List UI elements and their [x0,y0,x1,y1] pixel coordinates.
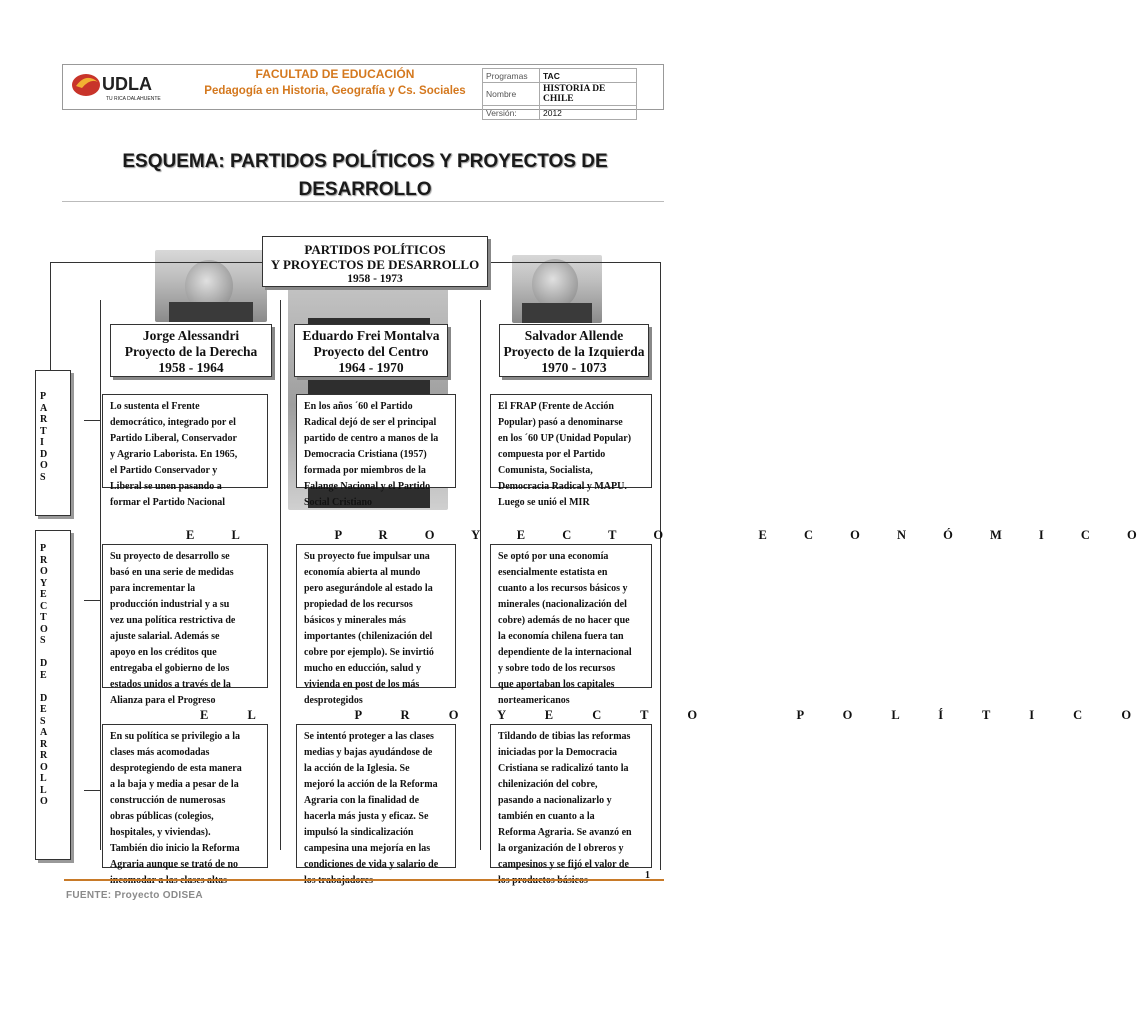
connector [280,300,281,850]
page-title: ESQUEMA: PARTIDOS POLÍTICOS Y PROYECTOS DE DESARROLLO [122,151,608,200]
column-header-alessandri: Jorge Alessandri Proyecto de la Derecha 1958 - 1964 [110,324,272,377]
svg-text:TU RICA DALAHUENTE: TU RICA DALAHUENTE [106,96,161,102]
header-meta-table: Programas TAC Nombre HISTORIA DE CHILE Versión: 2012 [482,68,637,120]
svg-text:UDLA: UDLA [102,74,152,94]
parties-text-allende: El FRAP (Frente de Acción Popular) pasó a denominarse en los ´60 UP (Unidad Popular) compuesta por el Partido Comunista, Socialista, Democracia Radical y MAPU. Luego se unió el MIR [490,394,652,488]
meta-programas: TAC [540,69,637,83]
connector [100,300,101,850]
udla-logo [68,68,178,104]
column-header-allende: Salvador Allende Proyecto de la Izquierda 1970 - 1073 [499,324,649,377]
parties-text-frei: En los años ´60 el Partido Radical dejó de ser el principal partido de centro a manos de la Democracia Cristiana (1957) formada por miembros de la Falange Nacional y el Partido Social Cristiano [296,394,456,488]
footer-divider [64,879,664,881]
political-text-alessandri: En su política se privilegio a la clases más acomodadas desprotegiendo de esta manera a la baja y media a pesar de la construcción de numerosas obras públicas (colegios, hospitales, y viviendas). También dio inicio la Reforma Agraria aunque se trató de no incomodar a las clases altas [102,724,268,868]
page-number: 1 [645,870,650,881]
program-name: Pedagogía en Historia, Geografía y Cs. Sociales [204,85,466,97]
logo-icon [68,68,178,104]
economic-text-frei: Su proyecto fue impulsar una economía abierta al mundo pero asegurándole al estado la propiedad de los recursos básicos y minerales más importantes (chilenización del cobre por ejemplo). Se invirtió mucho en educción, salud y vivienda en post de los más desprotegidos [296,544,456,688]
parties-text-alessandri: Lo sustenta el Frente democrático, integrado por el Partido Liberal, Conservador y Agrario Laborista. En 1965, el Partido Conservador y Liberal se unen pasando a formar el Partido Nacional [102,394,268,488]
side-label-proyectos-de-desarrollo: P R O Y E C T O S D E D E S A R R O L L O [35,530,71,860]
connector [490,262,660,263]
connector [480,300,481,850]
connector [84,600,100,601]
faculty-name: FACULTAD DE EDUCACIÓN [255,67,415,81]
connector [84,420,100,421]
side-label-partidos: P A R T I D O S [35,370,71,516]
connector [50,262,262,263]
economic-text-alessandri: Su proyecto de desarrollo se basó en una serie de medidas para incrementar la producción industrial y a su vez una política restrictiva de ajuste salarial. Además se apoyo en los créditos que entregaba el gobierno de los estados unidos a través de la Alianza para el Progreso [102,544,268,688]
meta-version: 2012 [540,106,637,120]
political-text-frei: Se intentó proteger a las clases medias y bajas ayudándose de la acción de la Iglesia. Se mejoró la acción de la Reforma Agraria con la finalidad de hacerla más justa y eficaz. Se impulsó la sindicalización campesina una mejoría en las condiciones de vida y salario de los trabajadores [296,724,456,868]
center-topic-box: PARTIDOS POLÍTICOS Y PROYECTOS DE DESARROLLO 1958 - 1973 [262,236,488,287]
connector [84,790,100,791]
economic-text-allende: Se optó por una economía esencialmente estatista en cuanto a los recursos básicos y minerales (nacionalización del cobre) además de no hacer que la economía chilena fuera tan dependiente de la internacional y sobre todo de los recursos que aportaban los capitales norteamericanos [490,544,652,688]
photo-allende [512,255,602,323]
header-title [200,66,470,100]
source-note: FUENTE: Proyecto ODISEA [66,890,203,901]
connector [50,262,51,370]
connector [660,262,661,870]
title-divider [62,201,664,202]
meta-nombre: HISTORIA DE CHILE [540,83,637,106]
political-text-allende: Tildando de tibias las reformas iniciadas por la Democracia Cristiana se radicalizó tanto la chilenización del cobre, pasando a nacionalizarlo y también en cuanto a la Reforma Agraria. Se avanzó en la organización de l obreros y campesinos y se fijó el valor de los productos básicos [490,724,652,868]
section-title-political: E L P R O Y E C T O P O L Í T I C O [200,708,1141,722]
column-header-frei: Eduardo Frei Montalva Proyecto del Centro 1964 - 1970 [294,324,448,377]
section-title-economic: E L P R O Y E C T O E C O N Ó M I C O [186,528,1145,542]
photo-alessandri [155,250,267,322]
